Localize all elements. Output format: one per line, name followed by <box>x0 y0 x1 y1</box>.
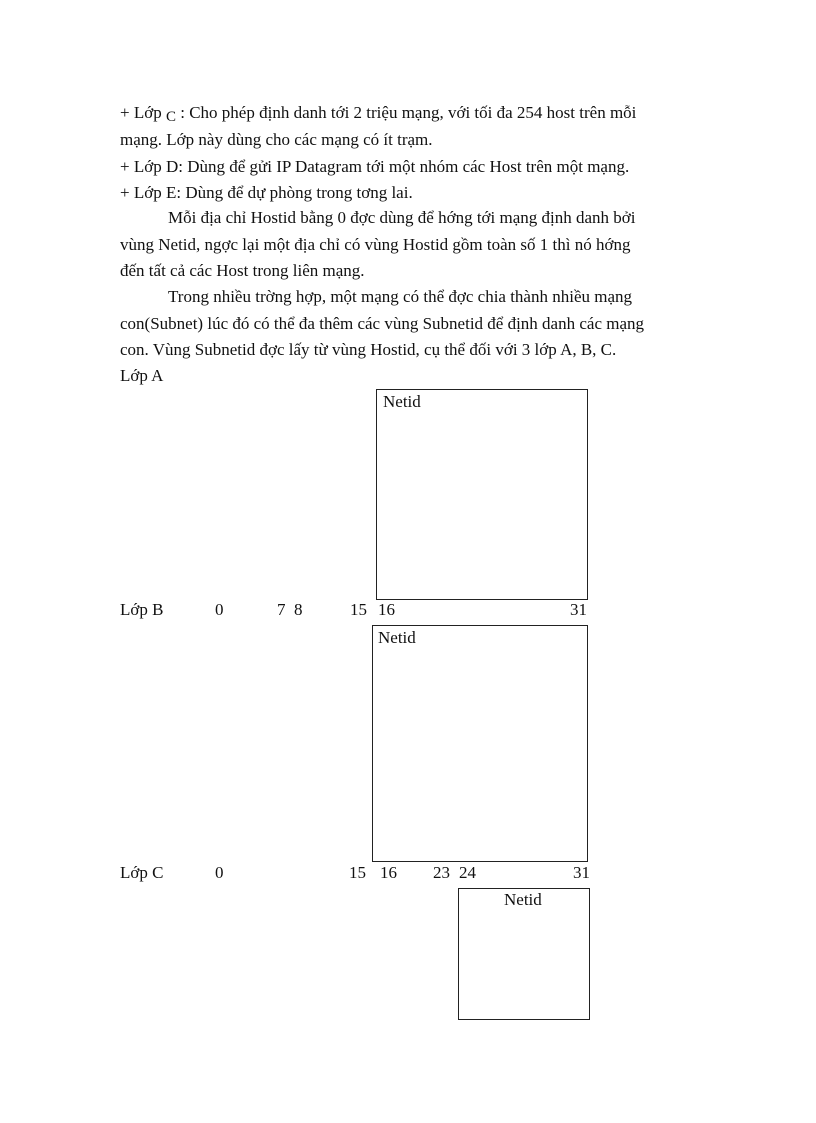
class-c-netid-title: Netid <box>504 890 542 909</box>
paragraph-line: con(Subnet) lúc đó có thể đa thêm các vùng Subnetid để định danh các mạng <box>120 314 645 333</box>
paragraph-line: + Lớp E: Dùng để dự phòng trong tơng lai. <box>120 183 413 202</box>
class-b-netid-box <box>372 625 588 862</box>
text-run: C <box>165 109 176 125</box>
bit-number: 0 <box>215 863 224 882</box>
class-a-netid-title: Netid <box>383 392 421 411</box>
bit-number: 31 <box>570 600 587 619</box>
bit-number: 16 <box>378 600 395 619</box>
bit-number: 15 <box>350 600 367 619</box>
paragraph-line: Trong nhiều trờng hợp, một mạng có thể đợc chia thành nhiều mạng <box>168 287 633 306</box>
class-b-label: Lớp B <box>120 600 164 619</box>
paragraph-line <box>120 103 636 124</box>
paragraph-line: con. Vùng Subnetid đợc lấy từ vùng Hostid, cụ thể đối với 3 lớp A, B, C. <box>120 340 617 359</box>
bit-number: 8 <box>294 600 303 619</box>
bit-number: 16 <box>380 863 397 882</box>
bit-number: 15 <box>349 863 366 882</box>
paragraph-line: mạng. Lớp này dùng cho các mạng có ít trạm. <box>120 130 433 149</box>
class-c-label: Lớp C <box>120 863 164 882</box>
paragraph-line: + Lớp D: Dùng để gửi IP Datagram tới một nhóm các Host trên một mạng. <box>120 157 630 176</box>
bit-number: 31 <box>573 863 590 882</box>
bit-number: 0 <box>215 600 224 619</box>
paragraph-line: đến tất cả các Host trong liên mạng. <box>120 261 365 280</box>
class-b-netid-title: Netid <box>378 628 416 647</box>
text-run: : Cho phép định danh tới 2 triệu mạng, với tối đa 254 host trên mỗi <box>175 103 637 122</box>
class-a-label: Lớp A <box>120 366 164 385</box>
paragraph-line: vùng Netid, ngợc lại một địa chỉ có vùng Hostid gồm toàn số 1 thì nó hớng <box>120 235 631 254</box>
bit-number: 24 <box>459 863 476 882</box>
text-run: + Lớp <box>120 103 166 122</box>
class-a-netid-box <box>376 389 588 600</box>
bit-number: 23 <box>433 863 450 882</box>
bit-number: 7 <box>277 600 286 619</box>
paragraph-line: Mỗi địa chỉ Hostid bằng 0 đợc dùng để hớng tới mạng định danh bởi <box>168 208 636 227</box>
